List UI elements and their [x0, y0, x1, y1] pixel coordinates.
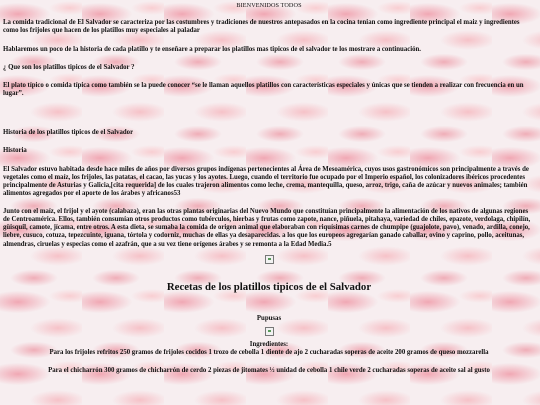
question-heading: ¿ Que son los platillos tipicos de el Salvador ?: [3, 64, 135, 72]
pupusas-image: [3, 323, 535, 333]
history-image: [3, 251, 535, 261]
dish-name: Pupusas: [256, 314, 282, 322]
recipes-title: Recetas de los platillos tipicos de el Salvador: [166, 280, 372, 293]
history-paragraph-1: El Salvador estuvo habitada desde hace miles de años por diversos grupos indígenas pertenecientes al Área de Mesoamérica, cuyos usos gastronómicos son principalmente a través de vegetales como el maíz, los frijoles, las patatas, el cacao, las yucas y los ayotes. Luego, cuando el territorio fue ocupado por el Imperio español, los colonizadores ibéricos procedentes principalmente de Asturias y Galicia,[cita requerida] de los cuales trajeron alimentos como leche, crema, mantequilla, queso, arroz, trigo, caña de azúcar y nuevos animales; también alimentos agregados por el aporte de los árabes y africanos53: [3, 165, 529, 198]
ingredients-line-frijoles: Para los frijoles refritos 250 gramos de frijoles cocidos 1 trozo de cebolla 1 diente de ajo 2 cucharadas soperas de aceite 200 gramos de queso mozzarella: [49, 348, 489, 356]
ingredients-line-chicharron: Para el chicharrón 300 gramos de chicharrón de cerdo 2 piezas de jitomates ½ unidad de cebolla 1 chile verde 2 cucharadas soperas de aceite sal al gusto: [48, 366, 490, 374]
broken-image-icon: [265, 327, 274, 336]
intro-paragraph-1: La comida tradicional de El Salvador se caracteriza por las costumbres y tradiciones de nuestros antepasados en la cocina tenian como ingrediente principal el maiz y ingredientes como los frijoles que hacen de los platillos muy especiales al paladar: [3, 19, 520, 35]
page-content: [3, 0, 535, 375]
intro-paragraph-2: Hablaremos un poco de la historia de cada platillo y te enseñare a preparar los platillos mas tipicos de el salvador te los mostrare a continuación.: [3, 46, 422, 54]
history-heading: Historia de los platillos tipicos de el Salvador: [3, 128, 134, 136]
broken-image-icon: [265, 255, 274, 264]
ingredients-label: Ingredientes:: [249, 340, 289, 348]
history-paragraph-2: Junto con el maíz, el frijol y el ayote (calabaza), eran las otras plantas originarias del Nuevo Mundo que constituían principalmente la alimentación de los nativos de algunas regiones de Centroamérica. Ellos, también consumían otros productos como tubérculos, hierbas y frutas como zapote, nance, piñuela, pitahaya, variedad de chiles, epazote, verdolaga, chipilín, güisquil, camote, jícama, entre otros. A esta dieta, se sumaba la comida de origen animal que elaboraban con riquísimas carnes de chumpipe (guajolote, pavo), venado, ardilla, conejo, liebre, cusuco, cotuza, tepezcuinte, iguana, tórtola y codorniz, muchas de ellas ya desaparecidas. a los que los europeos agregarían ganado caballar, ovino y caprino, pollo, aceitunas, almendras, ciruelas y especias como el azafrán, que a su vez tiene orígenes árabes y se remonta a la Edad Media.5: [3, 208, 531, 248]
definition-paragraph: El plato típico o comida típica como también se la puede conocer “se le llaman aquellos platillos con características especiales y únicas que se tienden a realizar con frecuencia en un lugar”.: [3, 82, 524, 98]
history-subheading: Historia: [3, 146, 27, 154]
welcome-banner: BIENVENIDOS TODOS: [236, 2, 302, 9]
